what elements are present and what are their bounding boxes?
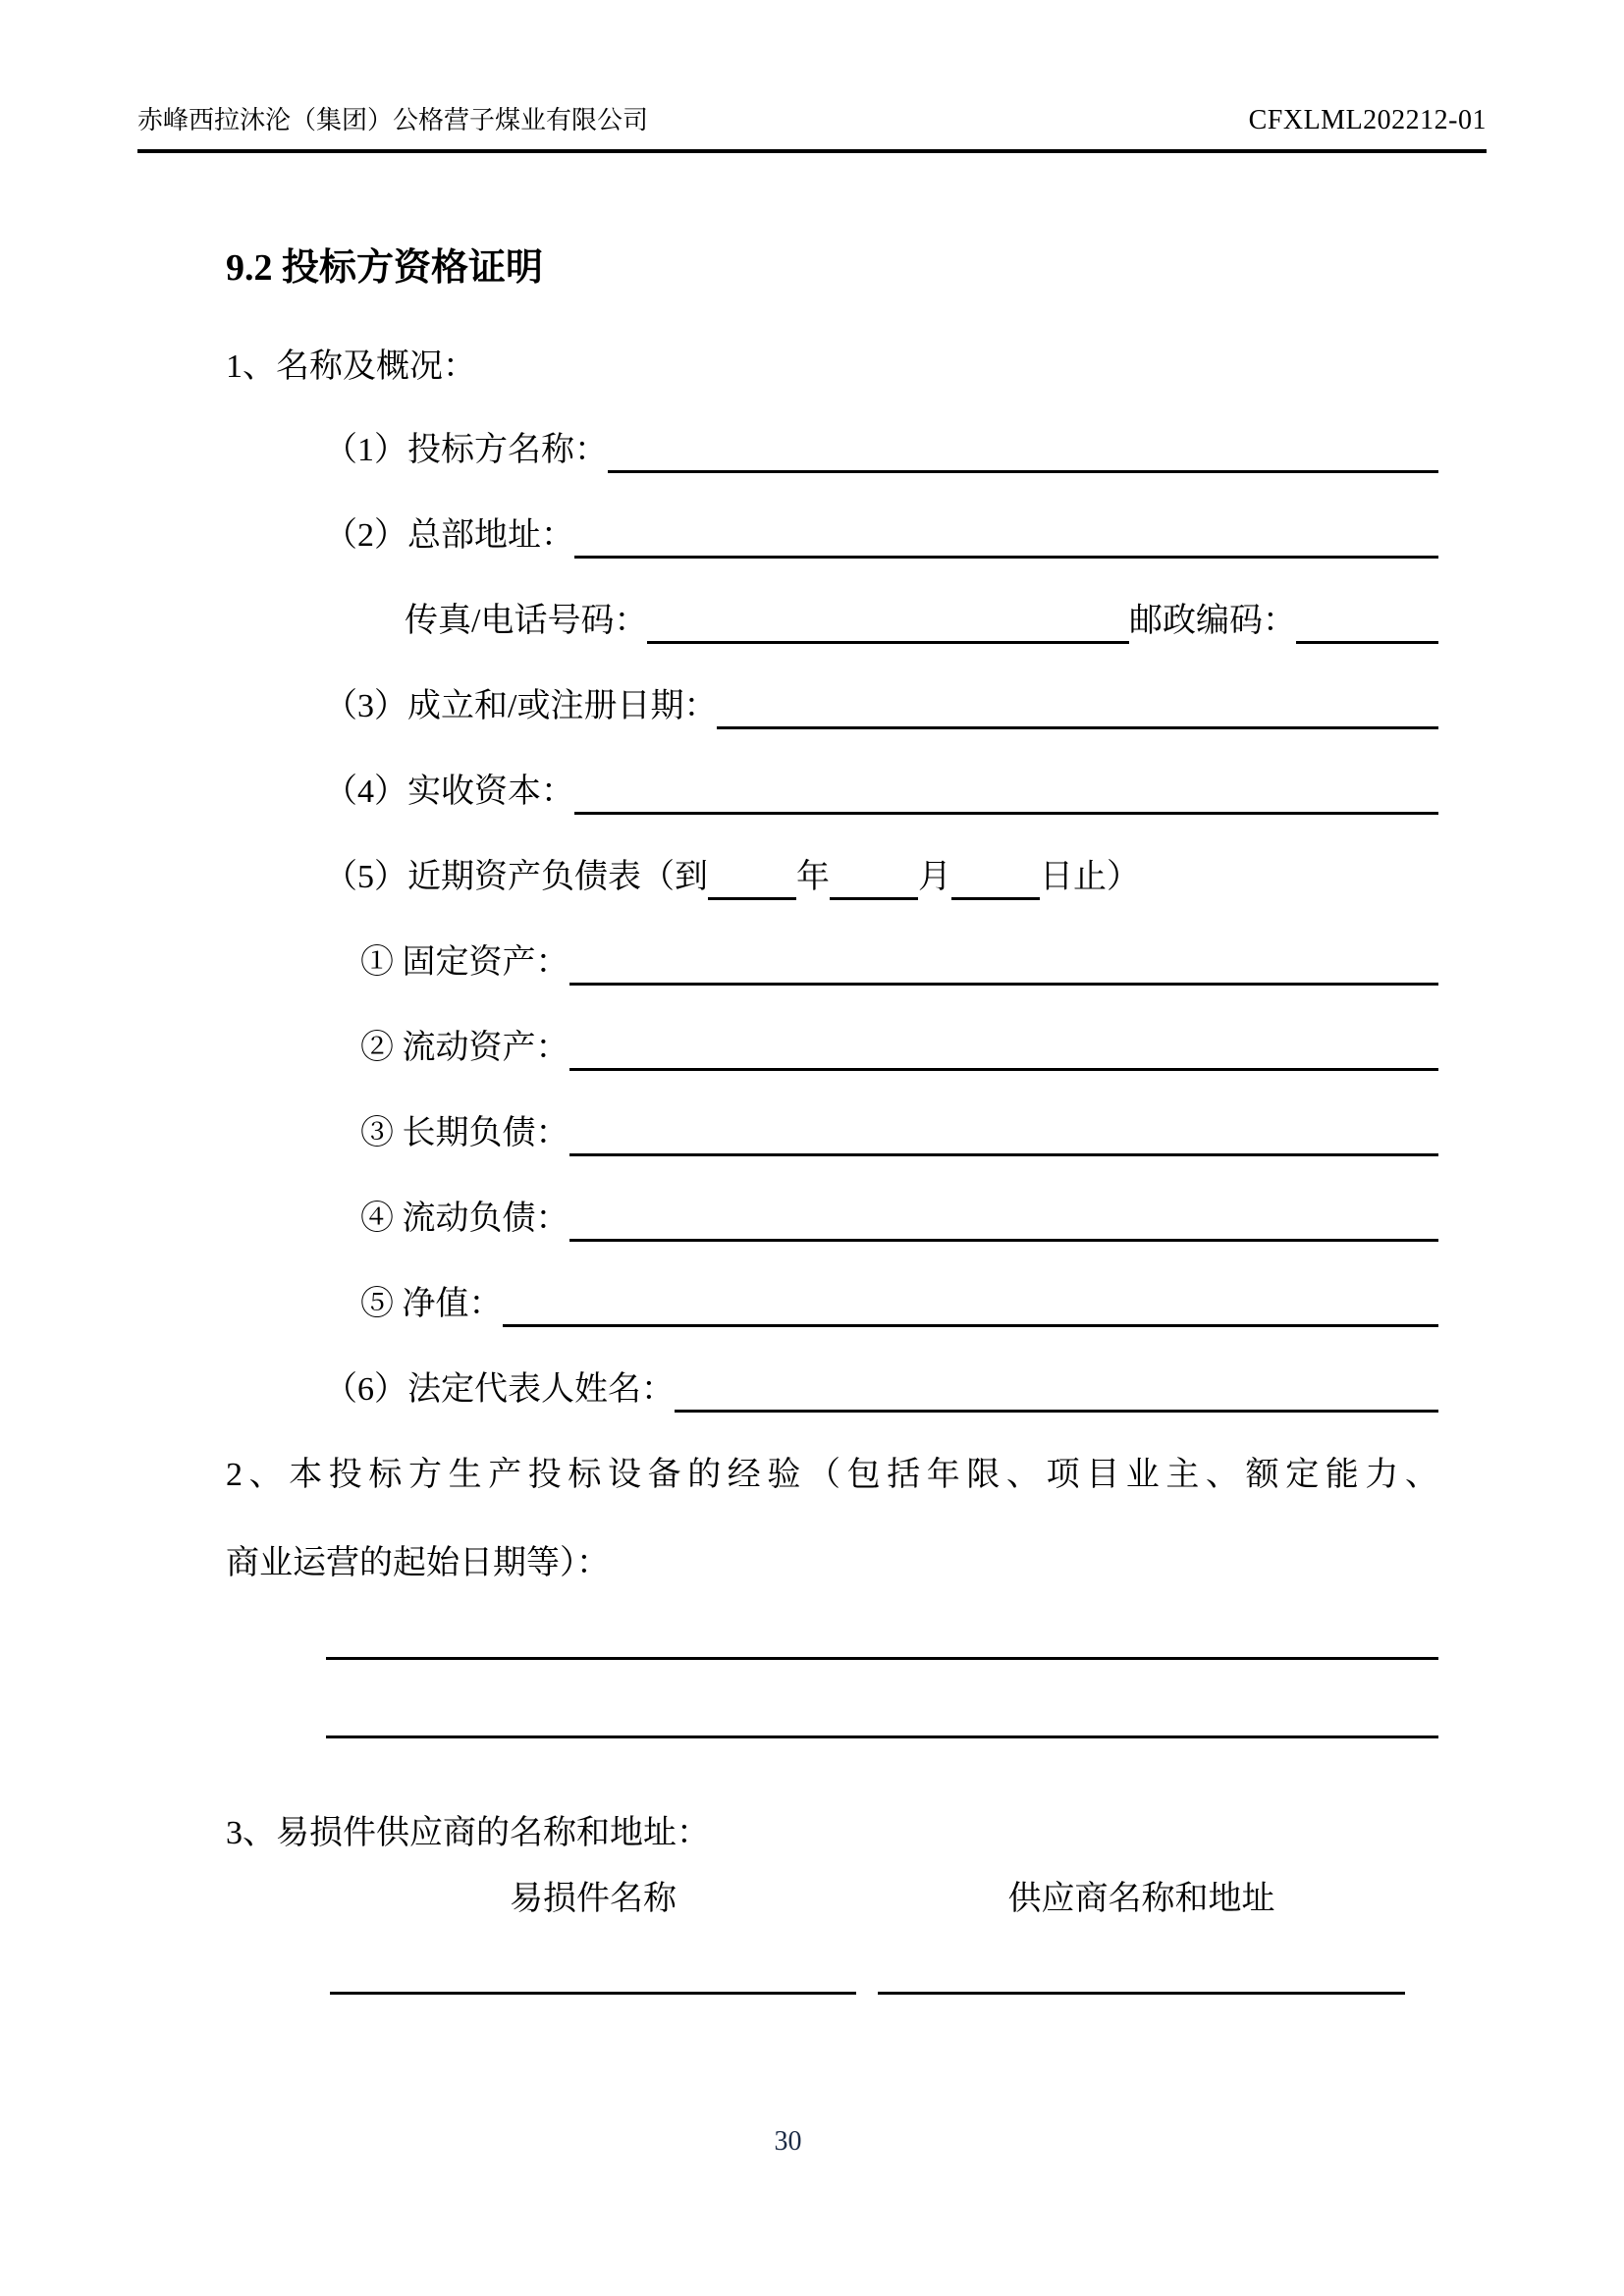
fax-phone-blank [647,638,1129,644]
supplier-table-blank-row [226,1960,1438,1995]
balance-sheet-month-blank [830,894,918,900]
company-name: 赤峰西拉沐沦（集团）公格营子煤业有限公司 [137,106,649,134]
postal-code-blank [1296,638,1438,644]
fixed-assets-blank [569,980,1439,986]
postal-code-label: 邮政编码： [1129,603,1296,639]
form-row-long-term-liabilities [226,1111,1438,1156]
experience-blank-line-1 [326,1626,1438,1660]
current-assets-label: ② 流动资产： [360,1030,569,1066]
hq-address-blank [574,553,1438,559]
form-row-bidder-name [226,428,1438,473]
bidder-name-label: （1）投标方名称： [324,432,608,468]
page-number: 30 [774,2126,802,2157]
registration-date-blank [717,723,1438,729]
form-row-balance-sheet-date [226,855,1438,900]
hq-address-label: （2）总部地址： [324,517,574,554]
net-worth-blank [503,1321,1439,1327]
form-row-paid-in-capital [226,770,1438,815]
balance-sheet-year-label: 年 [796,859,830,895]
paid-in-capital-blank [574,809,1438,815]
form-row-net-worth [226,1282,1438,1327]
page-header [137,0,1487,153]
balance-sheet-day-blank [951,894,1040,900]
form-body [226,246,1438,1995]
balance-sheet-prefix: （5）近期资产负债表（到 [324,859,708,895]
registration-date-label: （3）成立和/或注册日期： [324,688,718,724]
balance-sheet-month-label: 月 [918,859,951,895]
fixed-assets-label: ① 固定资产： [360,944,569,981]
wear-parts-name-blank [330,1960,856,1995]
supplier-table-header-row [226,1877,1438,1922]
wear-parts-name-column-header: 易损件名称 [510,1881,677,1917]
document-number: CFXLML202212-01 [1248,105,1487,135]
page-footer [137,2127,1438,2157]
long-term-liabilities-label: ③ 长期负债： [360,1115,569,1151]
section3-heading: 3、易损件供应商的名称和地址： [226,1815,710,1851]
section2-text-line2: 商业运营的起始日期等）： [226,1545,610,1581]
legal-representative-blank [675,1407,1438,1413]
legal-representative-label: （6）法定代表人姓名： [324,1371,675,1408]
form-row-fixed-assets [226,940,1438,986]
supplier-name-address-column-header: 供应商名称和地址 [1007,1881,1275,1917]
form-row-current-liabilities [226,1197,1438,1242]
supplier-name-address-blank [878,1960,1405,1995]
net-worth-label: ⑤ 净值： [360,1286,503,1322]
form-row-legal-representative [226,1367,1438,1413]
long-term-liabilities-blank [569,1150,1439,1156]
form-row-current-assets [226,1026,1438,1071]
form-row-hq-address [226,513,1438,559]
current-assets-blank [569,1065,1439,1071]
form-row-fax-postal [226,599,1438,644]
balance-sheet-suffix: 日止） [1040,859,1140,895]
balance-sheet-year-blank [708,894,796,900]
section1-heading: 1、名称及概况： [226,348,476,385]
experience-blank-line-2 [326,1704,1438,1738]
current-liabilities-blank [569,1236,1439,1242]
bidder-name-blank [608,467,1438,473]
current-liabilities-label: ④ 流动负债： [360,1201,569,1237]
fax-phone-label: 传真/电话号码： [405,603,648,639]
section2-text-line1: 2、本投标方生产投标设备的经验（包括年限、项目业主、额定能力、 [226,1457,1438,1493]
section-title: 9.2 投标方资格证明 [226,247,544,289]
paid-in-capital-label: （4）实收资本： [324,774,574,810]
form-row-registration-date [226,684,1438,729]
